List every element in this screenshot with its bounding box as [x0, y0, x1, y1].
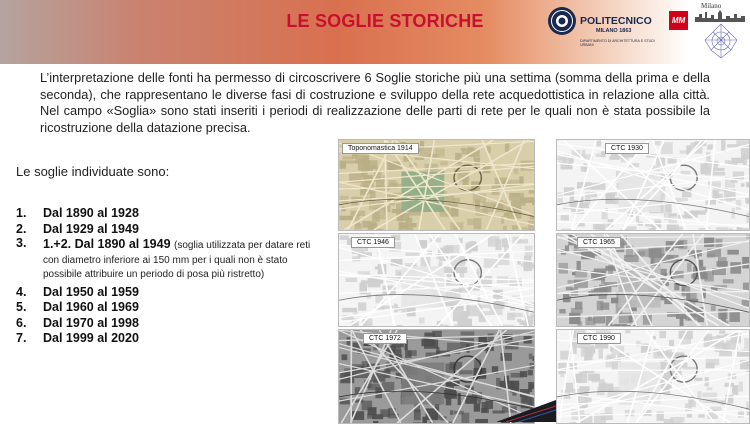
map-ctc-1965	[556, 233, 750, 327]
polimi-sub: MILANO 1863	[596, 28, 631, 34]
threshold-item-3: 3. 1.+2. Dal 1890 al 1949 (soglia utilizzata per datare reti con diametro inferiore ai 150 mm per i quali non è stato possibile attribuire un periodo di posa più ristretto)	[16, 237, 328, 282]
skyline-icon	[695, 10, 747, 22]
network-map-icon	[701, 22, 741, 60]
description-paragraph: L’interpretazione delle fonti ha permesso di circoscrivere 6 Soglie storiche più una settima (somma della prima e della seconda), che rappresentano le diverse fasi di costruzione e sviluppo della rete acquedottistica in relazione alla città. Nel campo «Soglia» sono stati inseriti i periodi di realizzazione delle parti di rete per le quali non è stata possibile la ricostruzione della datazione precisa.	[40, 70, 710, 136]
slide-title: LE SOGLIE STORICHE	[285, 11, 485, 32]
threshold-item-7: 7. Dal 1999 al 2020	[16, 331, 328, 347]
map-ctc-1946	[338, 233, 535, 327]
map-caption: CTC 1930	[605, 143, 649, 154]
thresholds-list	[16, 206, 328, 347]
map-caption: CTC 1990	[577, 333, 621, 344]
milano-label: Milano	[701, 2, 721, 10]
polimi-seal-icon	[547, 6, 577, 36]
map-ctc-1930	[556, 139, 750, 231]
polimi-name: POLITECNICO	[580, 15, 652, 27]
threshold-item-5: 5. Dal 1960 al 1969	[16, 300, 328, 316]
threshold-item-1: 1. Dal 1890 al 1928	[16, 206, 328, 222]
politecnico-logo	[547, 6, 662, 60]
map-ctc-1990	[556, 329, 750, 424]
decorative-corner	[496, 400, 556, 422]
threshold-item-2: 2. Dal 1929 al 1949	[16, 222, 328, 238]
map-caption: CTC 1946	[351, 237, 395, 248]
map-toponomastica-1914	[338, 139, 535, 231]
threshold-item-4: 4. Dal 1950 al 1959	[16, 285, 328, 301]
polimi-dept: DIPARTIMENTO DI ARCHITETTURA E STUDI URBANI	[580, 39, 655, 48]
map-caption: Toponomastica 1914	[342, 143, 419, 154]
map-caption: CTC 1965	[577, 237, 621, 248]
mm-logo: MM	[669, 11, 688, 30]
threshold-item-6: 6. Dal 1970 al 1998	[16, 316, 328, 332]
historic-map-image	[557, 140, 749, 230]
thresholds-intro: Le soglie individuate sono:	[16, 164, 169, 179]
map-caption: CTC 1972	[363, 333, 407, 344]
milano-logo	[695, 2, 747, 60]
threshold-note: (soglia utilizzata per datare reti con diametro inferiore ai 150 mm per i quali non è stato possibile attribuire un periodo di posa più ristretto)	[43, 240, 310, 280]
